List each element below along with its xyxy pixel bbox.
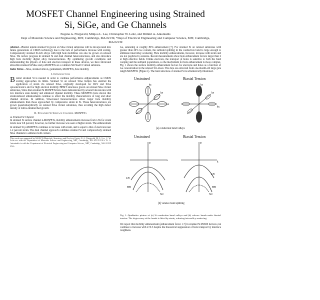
right-column-text-2: We report that mobility enhancement (enhancement factor 1.7) in strained Si PMOS devices can continue to increase with x>0.5 despite the theoretical suppression of hole transport by interface roughness. bbox=[120, 222, 221, 232]
index-terms-text: SiGe, strained silicon, germanium, MOSFETs, hole mobility bbox=[25, 68, 89, 72]
label-lh-unstrained: LH bbox=[126, 177, 130, 181]
left-column bbox=[10, 46, 111, 294]
title-line-2: Si, SiGe, and Ge Channels bbox=[64, 19, 167, 31]
label-hh-unstrained: HH bbox=[127, 186, 131, 190]
figure-1 bbox=[120, 74, 221, 214]
label-kx-unstrained: kx bbox=[166, 103, 170, 107]
label-ky-biaxial: ky bbox=[211, 91, 215, 95]
label-ky-unstrained: ky bbox=[160, 91, 164, 95]
label-e-unstrained: E bbox=[149, 142, 151, 146]
label-biaxial: Biaxial Tension bbox=[183, 77, 206, 82]
label-so-unstrained: SO bbox=[160, 193, 164, 197]
valley-up-biaxial bbox=[196, 83, 203, 97]
label-unstrained-b: Unstrained bbox=[134, 135, 150, 140]
biaxial-valleys-diagram bbox=[181, 77, 220, 122]
figure-1-caption: Fig. 1. Qualitative picture of (a) Si conduction band valleys and (b) valence bands under biaxial tension. The degeneracy of the bands is lifted by strain, reducing intervalley scattering. bbox=[120, 214, 221, 221]
caption-b: (b) valence band splitting bbox=[158, 202, 185, 206]
label-k-unstrained: k bbox=[166, 159, 168, 163]
section-heading-2: II. Strained Si Surface Channel MOSFETs bbox=[34, 111, 87, 115]
label-k-biaxial: k bbox=[217, 160, 219, 164]
intro-paragraph bbox=[10, 77, 111, 111]
valley-down-biaxial bbox=[196, 112, 202, 123]
label-kz-unstrained: kz bbox=[149, 83, 152, 87]
label-hh-biaxial: HH bbox=[212, 186, 216, 190]
section-heading-intro: I. Introduction bbox=[51, 72, 70, 76]
intro-text: iaxial strained Si is needed in order to continue performance enhancements as CMOS scaling approaches its limits. Strained Si on relaxed SiGe buffers has enabled the application of strain via relaxed SiGe, originally developed for III-V and SiGe optoelectronics and for high electron mobility HEMT structures grown on relaxed SiGe virtual substrates. Since then strained Si MOSFETs have been demonstrated by several laboratories with low interface state density and enhanced channel mobility. These MOSFETs have shown that strain-induced enhancements continue to affect the mobility characteristics of long and short channel devices. In addition, SiGe-based heterostructures allow larger hole mobility enhancements than those approached by compressive strain in Si. These heterostructures are grown pseudomorphically on relaxed SiGe virtual substrates, thus avoiding the high defect density of lattice-mismatched growth. bbox=[10, 76, 111, 111]
unstrained-valence-diagram bbox=[126, 135, 169, 196]
author-block bbox=[20, 33, 211, 44]
label-so-biaxial: SO bbox=[209, 193, 213, 197]
title-line-1: MOSFET Channel Engineering using Strained bbox=[26, 9, 205, 20]
label-lh-biaxial: LH bbox=[211, 173, 215, 177]
biaxial-valence-diagram bbox=[181, 135, 219, 196]
figure-1-svg bbox=[120, 74, 221, 214]
unstrained-valleys-diagram bbox=[129, 77, 170, 122]
right-column bbox=[120, 46, 221, 294]
label-biaxial-b: Biaxial Tension bbox=[183, 135, 206, 140]
caption-a: (a) conduction band valleys bbox=[156, 127, 185, 131]
index-terms: Index Terms—SiGe, strained silicon, germanium, MOSFETs, hole mobility bbox=[10, 68, 89, 72]
section-2-text: In strained Si surface channel n-MOSFETs, mobility enhancements increase from 1.8x for strain levels near 0.6 percent; however, no further increase was seen at higher strain. The enhancement in strained Si p-MOSFETs continues to increase with strain, and is equal to that of electrons near 1.2 percent strain. The dual channel approach combines strained Si and compressively strained SiGe channels to enhance both carriers. bbox=[10, 119, 111, 135]
abstract-text: Biaxial tensile strained Si grown on SiGe virtual substrates will be incorporated into future generations of CMOS technology due to the lack of performance increase with scaling. Compressively strained Si-rich alloys with high hole mobilities can also be grown on relaxed SiGe. We review progress in strained Si and dual channel heterostructures, and also introduce high hole mobility digital alloy heterostructures. By optimizing growth conditions and understanding the physics of hole and electron transport in these devices, we have fabricated ultra-thin strained-Si/SiGe and p-MOSFETs on a common Si0.5Ge0.5 virtual substrate. bbox=[10, 46, 111, 68]
author-names: Eugene A. Fitzgerald, Minjoo L. Lee, Christopher W. Leitz, and Dimitri A. Antoniadis bbox=[60, 32, 171, 36]
label-kx-biaxial: kx bbox=[217, 105, 220, 109]
right-column-text: Ge, saturating at roughly 80% enhancement [7]. For strained Si on relaxed substrates with greater than 20% Ge content, the subband splitting in the conduction band is large enough to eliminate intervalley scattering. Hole mobility enhancements, however, increase with strain and are not predicted to saturate. Recent measurements show hole enhancement factors larger than 2 at high effective fields. Unlike electrons, the transport of holes is sensitive to both the band warping and the subband populations, so the mechanism for hole enhancement is more complex. Fig. 1 shows the surface mobility enhancement factors for electrons and holes as a function of Ge concentration in the relaxed Si1-xGex. The data are extracted from one-month-old large gate length MOSFETs (Figure 1). The band structure of strained Si is schematically illustrated. bbox=[120, 46, 221, 74]
label-kz-biaxial: kz bbox=[200, 83, 203, 87]
paper-title bbox=[0, 10, 231, 31]
abstract: Abstract—Biaxial tensile strained Si grown on SiGe virtual substrates will be incorporated into future generations of CMOS technology due to the lack of performance increase with scaling. Compressively strained Si-rich alloys with high hole mobilities can also be grown on relaxed SiGe. We review progress in strained Si and dual channel heterostructures, and also introduce high hole mobility digital alloy heterostructures. By optimizing growth conditions and understanding the physics of hole and electron transport in these devices, we have fabricated ultra-thin strained-Si/SiGe and p-MOSFETs on a common Si0.5Ge0.5 virtual substrate. bbox=[10, 46, 111, 68]
author-affiliation: Dept of Materials Science and Engineering, MIT, Cambridge, MA 02139, *Dept of Electrical Engineering and Computer Science, MIT, Cambridge, MA 02139 bbox=[21, 35, 210, 44]
abstract-label: Abstract bbox=[10, 46, 19, 49]
label-e-biaxial: E bbox=[200, 142, 202, 146]
footnote: This work was supported by MARCO Materials, Structures and Devices Center. E. A. Fitzgerald, M. L. Lee, C. W. Leitz are with the Department of Materials Science and Engineering, MIT, Cambridge, MA 02139 USA. D. A. Antoniadis is with the Department of Electrical Engineering and Computer Science, MIT, Cambridge, MA 02139 USA. bbox=[10, 137, 111, 148]
drop-cap: B bbox=[10, 75, 16, 85]
subsection-heading: A. Strained Si Channel bbox=[10, 115, 34, 119]
index-terms-label: Index Terms bbox=[10, 68, 24, 72]
label-unstrained: Unstrained bbox=[134, 77, 150, 82]
